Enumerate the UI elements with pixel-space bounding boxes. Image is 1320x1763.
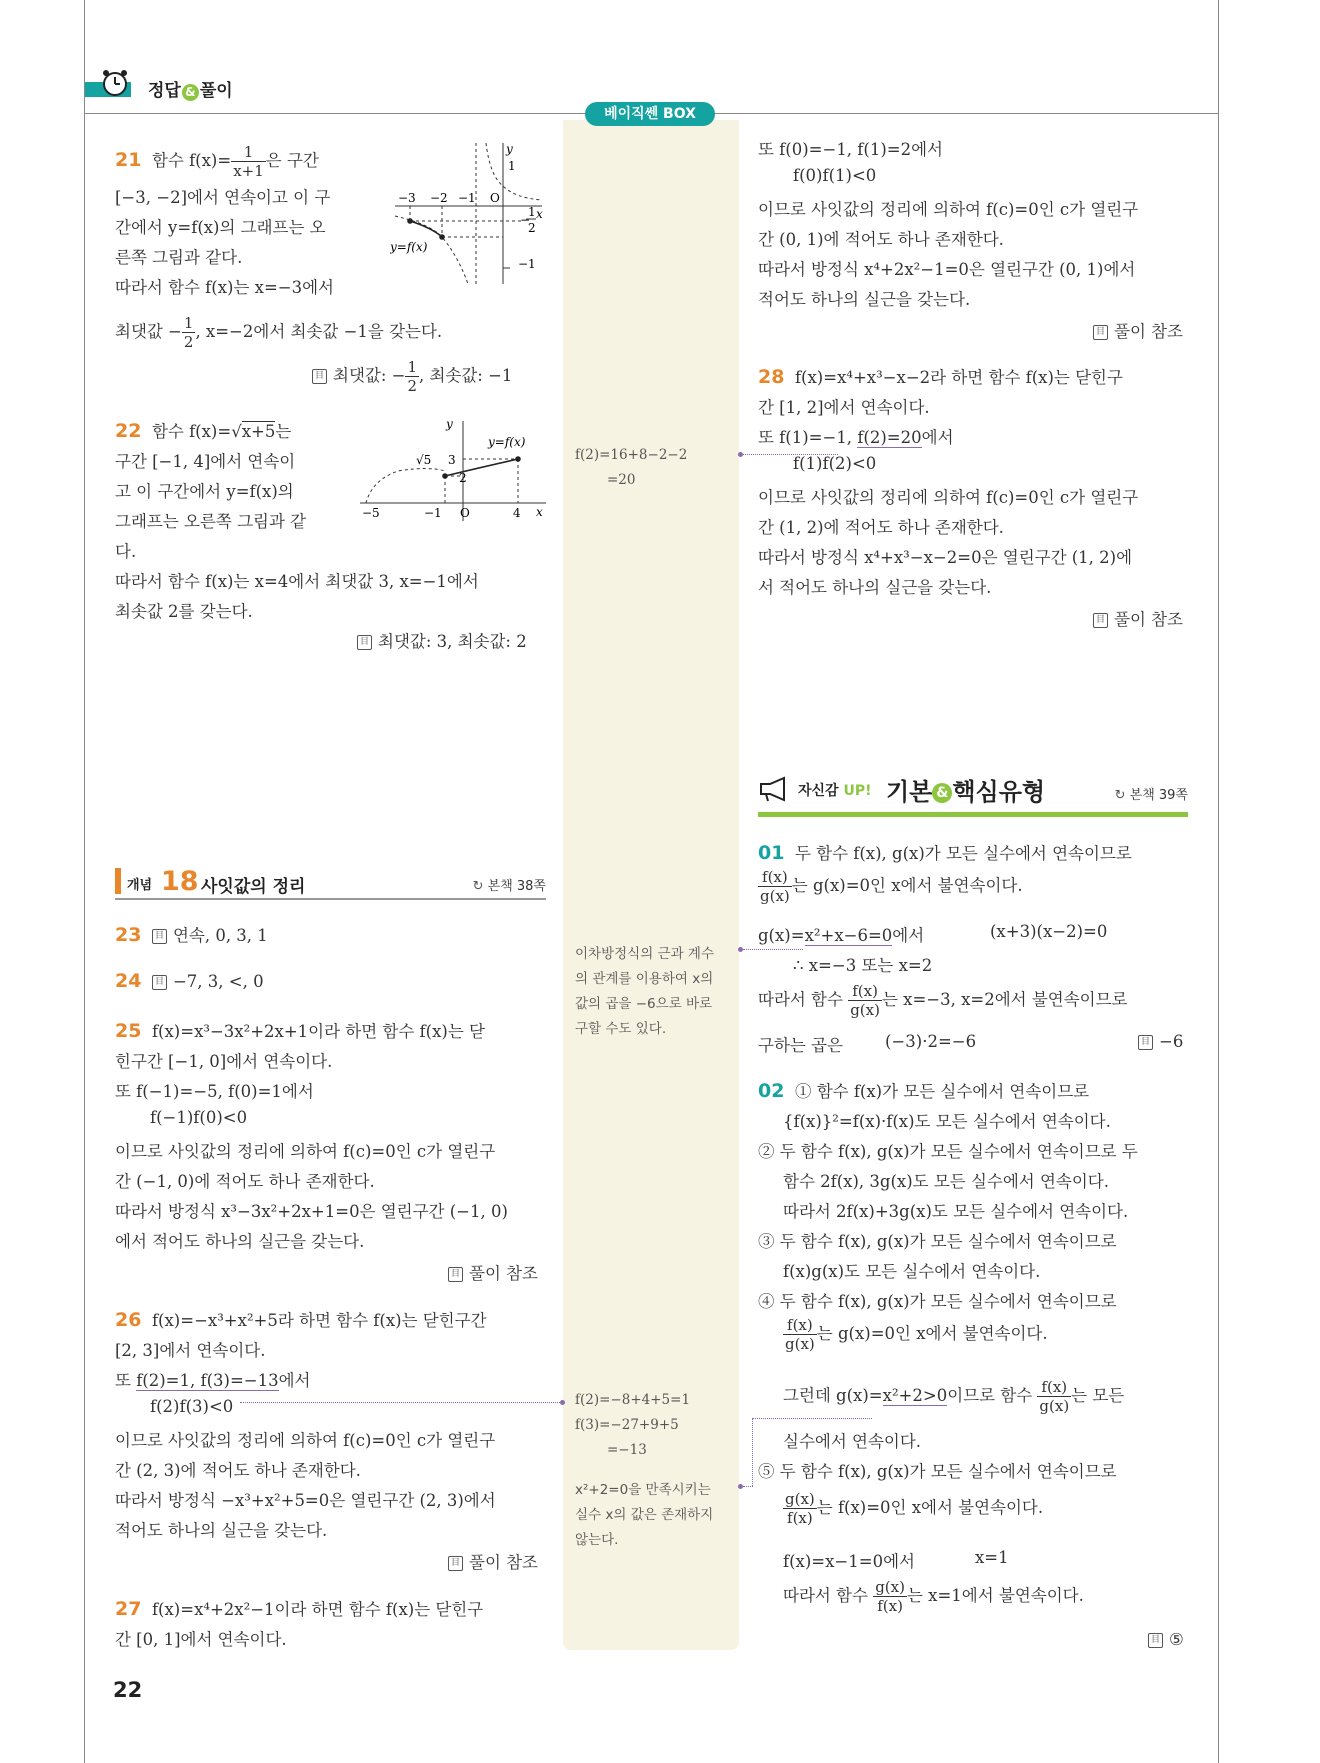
graph-tick: 4: [513, 506, 521, 520]
p26-text: 또: [115, 1371, 137, 1390]
alarm-clock-icon: [100, 68, 130, 98]
q02-text: 는 모든: [1071, 1386, 1125, 1405]
graph-tick: −3: [398, 191, 416, 205]
p28-answer: [1093, 606, 1183, 630]
q02-text: ① 함수 f(x)가 모든 실수에서 연속이므로: [794, 1082, 1090, 1101]
graph-tick: −: [520, 213, 531, 227]
frac-den: x+1: [233, 162, 264, 180]
p27-line1: [115, 1596, 483, 1620]
answer-icon: 目: [1148, 1633, 1163, 1648]
q02-line10: [783, 1378, 1124, 1415]
section-bar: [115, 868, 121, 894]
p28-underlined: f(2)=20: [857, 428, 922, 447]
p23-number: 23: [115, 924, 142, 946]
p25-number: 25: [115, 1020, 142, 1042]
answer-text: 최댓값: −: [333, 366, 406, 385]
graph-tick: −2: [430, 191, 448, 205]
frac-num: f(x): [758, 868, 792, 887]
p21-text: 최댓값 −: [115, 322, 182, 341]
p27-r1: 또 f(0)=−1, f(1)=2에서: [758, 140, 943, 159]
p22-line4: 그래프는 오른쪽 그림과 같: [115, 512, 307, 531]
section-title: 사잇값의 정리: [201, 877, 306, 897]
p25-text: f(x)=x³−3x²+2x+1이라 하면 함수 f(x)는 닫: [151, 1022, 485, 1041]
graph-point: [439, 234, 445, 240]
q02-answer: [1148, 1630, 1184, 1649]
p22-text: 함수 f(x)=: [151, 422, 232, 441]
core-underline: [758, 812, 1188, 817]
p23: [115, 922, 268, 946]
q02-text: 는 f(x)=0인 x에서 불연속이다.: [816, 1498, 1044, 1517]
frac-num: 1: [407, 358, 417, 376]
box-note-4b: 실수 x의 값은 존재하지: [575, 1507, 714, 1523]
q01-line1: [758, 840, 1132, 864]
box-note-2d: 구할 수도 있다.: [575, 1021, 667, 1037]
p25-line1: [115, 1018, 485, 1042]
p27-answer: [1093, 318, 1183, 342]
graph-point: [407, 218, 413, 224]
answer-icon: 目: [448, 1556, 463, 1571]
header-title-a: 정답: [148, 81, 181, 101]
q01-answer: [1138, 1032, 1183, 1051]
p22-number: 22: [115, 420, 142, 442]
graph-tick: −5: [362, 506, 380, 520]
p23-answer: 연속, 0, 3, 1: [172, 926, 268, 945]
q01-text: 에서: [892, 926, 925, 945]
connector-line: [752, 1418, 753, 1486]
q01-underlined: x²+x−6=0: [804, 926, 893, 945]
page-border-right: [1218, 0, 1219, 1763]
p21-line5: 따라서 함수 f(x)는 x=−3에서: [115, 278, 334, 297]
megaphone-icon: [758, 776, 792, 802]
p26-number: 26: [115, 1309, 142, 1331]
graph-point: [515, 456, 521, 462]
graph-tick: √5: [416, 453, 432, 467]
box-note-4c: 않는다.: [575, 1532, 619, 1548]
p28-line7: 따라서 방정식 x⁴+x³−x−2=0은 열린구간 (1, 2)에: [758, 548, 1133, 567]
q02-line6: ③ 두 함수 f(x), g(x)가 모든 실수에서 연속이므로: [758, 1232, 1117, 1251]
p21-graph: [390, 138, 548, 288]
box-note-1b: =20: [607, 472, 636, 488]
q02-text: 그런데 g(x)=: [783, 1386, 883, 1405]
q02-line5: 따라서 2f(x)+3g(x)도 모든 실수에서 연속이다.: [783, 1202, 1129, 1221]
p25-line4: f(−1)f(0)<0: [150, 1108, 248, 1127]
header-title-amp: &: [182, 84, 199, 101]
section-number: 18: [161, 866, 199, 897]
p21-line1: [115, 143, 319, 180]
p22-line3: 고 이 구간에서 y=f(x)의: [115, 482, 294, 501]
graph-origin: O: [460, 506, 470, 520]
p27-r4: 간 (0, 1)에 적어도 하나 존재한다.: [758, 230, 1004, 249]
p24: [115, 970, 264, 992]
graph-tick: 2: [459, 471, 467, 485]
section-label: 개념: [127, 878, 153, 893]
section-ref: [473, 875, 546, 894]
answer-icon: 目: [152, 975, 167, 990]
q02-line11: 실수에서 연속이다.: [783, 1432, 922, 1451]
q01-line6a: 구하는 곱은: [758, 1036, 843, 1055]
p24-answer: −7, 3, <, 0: [172, 972, 264, 991]
box-note-2a: 이차방정식의 근과 계수: [575, 946, 714, 962]
p25-line7: 따라서 방정식 x³−3x²+2x+1=0은 열린구간 (−1, 0): [115, 1202, 508, 1221]
graph-tick: −1: [518, 257, 536, 271]
p28-line5: 이므로 사잇값의 정리에 의하여 f(c)=0인 c가 열린구: [758, 488, 1139, 507]
graph-label: y=f(x): [390, 240, 428, 254]
graph-tick: 3: [448, 453, 456, 467]
q02-text: 는 g(x)=0인 x에서 불연속이다.: [816, 1324, 1048, 1343]
answer-text: 풀이 참조: [469, 1553, 539, 1572]
q02-fraction: [783, 1490, 817, 1527]
p21-text: 은 구간: [265, 151, 319, 170]
frac-num: f(x): [848, 982, 882, 1001]
p28-line3: [758, 424, 954, 448]
page-border-left: [84, 0, 85, 1763]
frac-num: g(x): [785, 1490, 815, 1508]
p28-text: f(x)=x⁴+x³−x−2라 하면 함수 f(x)는 닫힌구: [794, 368, 1123, 387]
box-note-3b: f(3)=−27+9+5: [575, 1417, 679, 1433]
graph-tick: −1: [458, 191, 476, 205]
answer-text: −6: [1159, 1032, 1184, 1051]
p22-answer: [357, 628, 527, 652]
q02-number: 02: [758, 1080, 785, 1102]
graph-axis-label: y: [506, 142, 513, 156]
frac-num: g(x): [875, 1578, 905, 1596]
p25-answer: [448, 1260, 538, 1284]
q01-fraction: [758, 868, 792, 905]
box-note-2b: 의 관계를 이용하여 x의: [575, 971, 714, 987]
graph-axis-label: y: [446, 417, 453, 431]
answer-text: 풀이 참조: [1114, 610, 1184, 629]
p27-r2: f(0)f(1)<0: [793, 166, 877, 185]
p26-line7: 따라서 방정식 −x³+x²+5=0은 열린구간 (2, 3)에서: [115, 1491, 496, 1510]
q02-line7: f(x)g(x)도 모든 실수에서 연속이다.: [783, 1262, 1041, 1281]
q01-number: 01: [758, 842, 785, 864]
p26-line5: 이므로 사잇값의 정리에 의하여 f(c)=0인 c가 열린구: [115, 1431, 496, 1450]
graph-origin: O: [490, 191, 500, 205]
answer-text: 최댓값: 3, 최솟값: 2: [378, 632, 527, 651]
p21-line3: 간에서 y=f(x)의 그래프는 오: [115, 218, 326, 237]
p28-text: 에서: [921, 428, 954, 447]
section-ref-text: 본책 38쪽: [487, 879, 546, 894]
header-title-b: 풀이: [199, 81, 233, 101]
q01-text: 두 함수 f(x), g(x)가 모든 실수에서 연속이므로: [794, 844, 1132, 863]
q02-line3: ② 두 함수 f(x), g(x)가 모든 실수에서 연속이므로 두: [758, 1142, 1138, 1161]
p26-line1: [115, 1307, 487, 1331]
answer-icon: 目: [152, 929, 167, 944]
frac-den: g(x): [760, 887, 790, 905]
answer-icon: 目: [312, 369, 327, 384]
p21-line4: 른쪽 그림과 같다.: [115, 248, 243, 267]
core-ref: [1115, 784, 1188, 803]
frac-num: f(x): [783, 1316, 817, 1335]
basic-box-label: 베이직쎈 BOX: [585, 102, 715, 126]
p26-underlined: f(2)=1, f(3)=−13: [136, 1371, 279, 1390]
connector-dot: [560, 1400, 565, 1405]
core-ref-text: 본책 39쪽: [1129, 788, 1188, 803]
p26-line3: [115, 1367, 311, 1391]
p21-text: , x=−2에서 최솟값 −1을 갖는다.: [195, 322, 443, 341]
box-note-3c: =−13: [607, 1442, 647, 1458]
connector-line: [240, 1402, 560, 1403]
answer-text: 풀이 참조: [469, 1264, 539, 1283]
q02-line2: {f(x)}²=f(x)·f(x)도 모든 실수에서 연속이다.: [783, 1112, 1111, 1131]
refresh-icon: ↻: [472, 879, 484, 894]
answer-text: ⑤: [1169, 1630, 1184, 1649]
frac-den: g(x): [785, 1335, 815, 1353]
p27-r6: 적어도 하나의 실근을 갖는다.: [758, 290, 971, 309]
q01-line3: [758, 922, 924, 946]
p21-line2: [−3, −2]에서 연속이고 이 구: [115, 188, 331, 207]
p25-line6: 간 (−1, 0)에 적어도 하나 존재한다.: [115, 1172, 375, 1191]
p28-line1: [758, 364, 1123, 388]
frac-num: f(x): [1037, 1378, 1071, 1397]
p21-line6: [115, 314, 442, 351]
header-title: [148, 76, 233, 101]
frac-den: g(x): [850, 1001, 880, 1019]
q01-text: g(x)=: [758, 926, 805, 945]
connector-line: [743, 1486, 753, 1487]
p22-line1: 22 함수 f(x)=√x+5는: [115, 420, 292, 442]
q01-line5: [758, 982, 1127, 1019]
answer-text: 풀이 참조: [1114, 322, 1184, 341]
p22-graph: [358, 416, 550, 526]
p22-line2: 구간 [−1, 4]에서 연속이: [115, 452, 296, 471]
q02-line8: ④ 두 함수 f(x), g(x)가 모든 실수에서 연속이므로: [758, 1292, 1117, 1311]
answer-icon: 目: [1138, 1035, 1153, 1050]
p26-text: 에서: [278, 1371, 311, 1390]
p21-text: 함수 f(x)=: [151, 151, 232, 170]
p26-line4: f(2)f(3)<0: [150, 1397, 234, 1416]
q02-line1: [758, 1078, 1089, 1102]
page-number: 22: [113, 1678, 143, 1702]
core-big-title: [886, 772, 1045, 807]
q02-line13: [783, 1490, 1043, 1527]
q02-line12: ⑤ 두 함수 f(x), g(x)가 모든 실수에서 연속이므로: [758, 1462, 1117, 1481]
graph-tick: −1: [424, 506, 442, 520]
p22-sqrt: x+5: [241, 422, 276, 441]
q02-line9: [783, 1316, 1048, 1353]
p27-r3: 이므로 사잇값의 정리에 의하여 f(c)=0인 c가 열린구: [758, 200, 1139, 219]
q01-text: 는 x=−3, x=2에서 불연속이므로: [881, 990, 1128, 1009]
p27-r5: 따라서 방정식 x⁴+2x²−1=0은 열린구간 (0, 1)에서: [758, 260, 1136, 279]
graph-label: y=f(x): [488, 435, 526, 449]
q01-fraction: [848, 982, 882, 1019]
box-note-3a: f(2)=−8+4+5=1: [575, 1392, 691, 1408]
p24-number: 24: [115, 970, 142, 992]
frac-den: 2: [407, 377, 417, 395]
frac-den: f(x): [877, 1597, 903, 1615]
core-small-a: 자신감: [798, 783, 844, 799]
q02-line14a: f(x)=x−1=0에서: [783, 1552, 915, 1571]
p21-fraction: [231, 143, 266, 180]
core-small-title: [798, 780, 871, 800]
core-big-b: 핵심유형: [952, 778, 1046, 806]
answer-icon: 目: [357, 635, 372, 650]
q02-fraction: [873, 1578, 907, 1615]
p21-number: 21: [115, 149, 142, 171]
q01-line3-factored: (x+3)(x−2)=0: [990, 922, 1108, 941]
p26-line6: 간 (2, 3)에 적어도 하나 존재한다.: [115, 1461, 361, 1480]
answer-icon: 目: [1093, 325, 1108, 340]
q02-underlined: x²+2>0: [882, 1386, 948, 1405]
p26-text: f(x)=−x³+x²+5라 하면 함수 f(x)는 닫힌구간: [151, 1311, 487, 1330]
p28-line2: 간 [1, 2]에서 연속이다.: [758, 398, 930, 417]
graph-point: [442, 473, 448, 479]
p28-number: 28: [758, 366, 785, 388]
answer-icon: 目: [1093, 613, 1108, 628]
p27-line2: 간 [0, 1]에서 연속이다.: [115, 1630, 287, 1649]
p21-answer: [312, 358, 512, 395]
core-small-up: UP!: [843, 783, 872, 799]
graph-axis-label: x: [536, 207, 543, 221]
p26-line2: [2, 3]에서 연속이다.: [115, 1341, 266, 1360]
p27-text: f(x)=x⁴+2x²−1이라 하면 함수 f(x)는 닫힌구: [151, 1600, 484, 1619]
p25-line8: 에서 적어도 하나의 실근을 갖는다.: [115, 1232, 365, 1251]
graph-tick: 1: [528, 205, 536, 219]
p28-line6: 간 (1, 2)에 적어도 하나 존재한다.: [758, 518, 1004, 537]
q02-line14b: x=1: [975, 1548, 1009, 1567]
q02-fraction: [783, 1316, 817, 1353]
q01-text: 는 g(x)=0인 x에서 불연속이다.: [791, 876, 1023, 895]
connector-line: [752, 1418, 872, 1419]
box-note-1a: f(2)=16+8−2−2: [575, 447, 688, 463]
graph-axis-label: x: [536, 505, 543, 519]
q02-text: 는 x=1에서 불연속이다.: [906, 1586, 1084, 1605]
q02-text: 이므로 함수: [947, 1386, 1038, 1405]
graph-tick: 2: [528, 221, 536, 235]
core-big-a: 기본: [886, 778, 933, 806]
p22-line7: 최솟값 2를 갖는다.: [115, 602, 253, 621]
q02-line15: [783, 1578, 1084, 1615]
core-big-amp: &: [932, 783, 952, 803]
p21-fraction: [182, 314, 196, 351]
q01-line2: [758, 868, 1023, 905]
box-note-4a: x²+2=0을 만족시키는: [575, 1482, 711, 1498]
core-section-header: [758, 770, 1188, 816]
p25-line3: 또 f(−1)=−5, f(0)=1에서: [115, 1082, 314, 1101]
frac-num: 1: [231, 143, 266, 162]
answer-fraction: [405, 358, 419, 395]
refresh-icon: ↻: [1114, 788, 1126, 803]
q02-line4: 함수 2f(x), 3g(x)도 모든 실수에서 연속이다.: [783, 1172, 1109, 1191]
frac-den: 2: [183, 333, 194, 351]
answer-text: , 최솟값: −1: [419, 366, 513, 385]
q01-line4: ∴ x=−3 또는 x=2: [793, 956, 933, 975]
p22-text: 는: [275, 422, 292, 441]
p26-answer: [448, 1549, 538, 1573]
section-18-header: [115, 866, 546, 900]
answer-icon: 目: [448, 1267, 463, 1282]
frac-num: 1: [183, 314, 194, 332]
q01-line6b: (−3)·2=−6: [885, 1032, 977, 1051]
box-note-2c: 값의 곱을 −6으로 바로: [575, 996, 713, 1012]
p26-line8: 적어도 하나의 실근을 갖는다.: [115, 1521, 328, 1540]
p27-number: 27: [115, 1598, 142, 1620]
p28-line8: 서 적어도 하나의 실근을 갖는다.: [758, 578, 992, 597]
q01-text: 따라서 함수: [758, 990, 849, 1009]
q02-text: 따라서 함수: [783, 1586, 874, 1605]
connector-line: [743, 949, 803, 950]
graph-tick: 1: [508, 159, 516, 173]
p22-line5: 다.: [115, 542, 137, 561]
section-underline: [115, 898, 546, 900]
q02-fraction: [1037, 1378, 1071, 1415]
p25-line2: 힌구간 [−1, 0]에서 연속이다.: [115, 1052, 333, 1071]
p28-text: 또 f(1)=−1,: [758, 428, 858, 447]
p28-line4: f(1)f(2)<0: [793, 454, 877, 473]
frac-den: f(x): [787, 1509, 813, 1527]
p25-line5: 이므로 사잇값의 정리에 의하여 f(c)=0인 c가 열린구: [115, 1142, 496, 1161]
frac-den: g(x): [1039, 1397, 1070, 1415]
p22-line6: 따라서 함수 f(x)는 x=4에서 최댓값 3, x=−1에서: [115, 572, 479, 591]
